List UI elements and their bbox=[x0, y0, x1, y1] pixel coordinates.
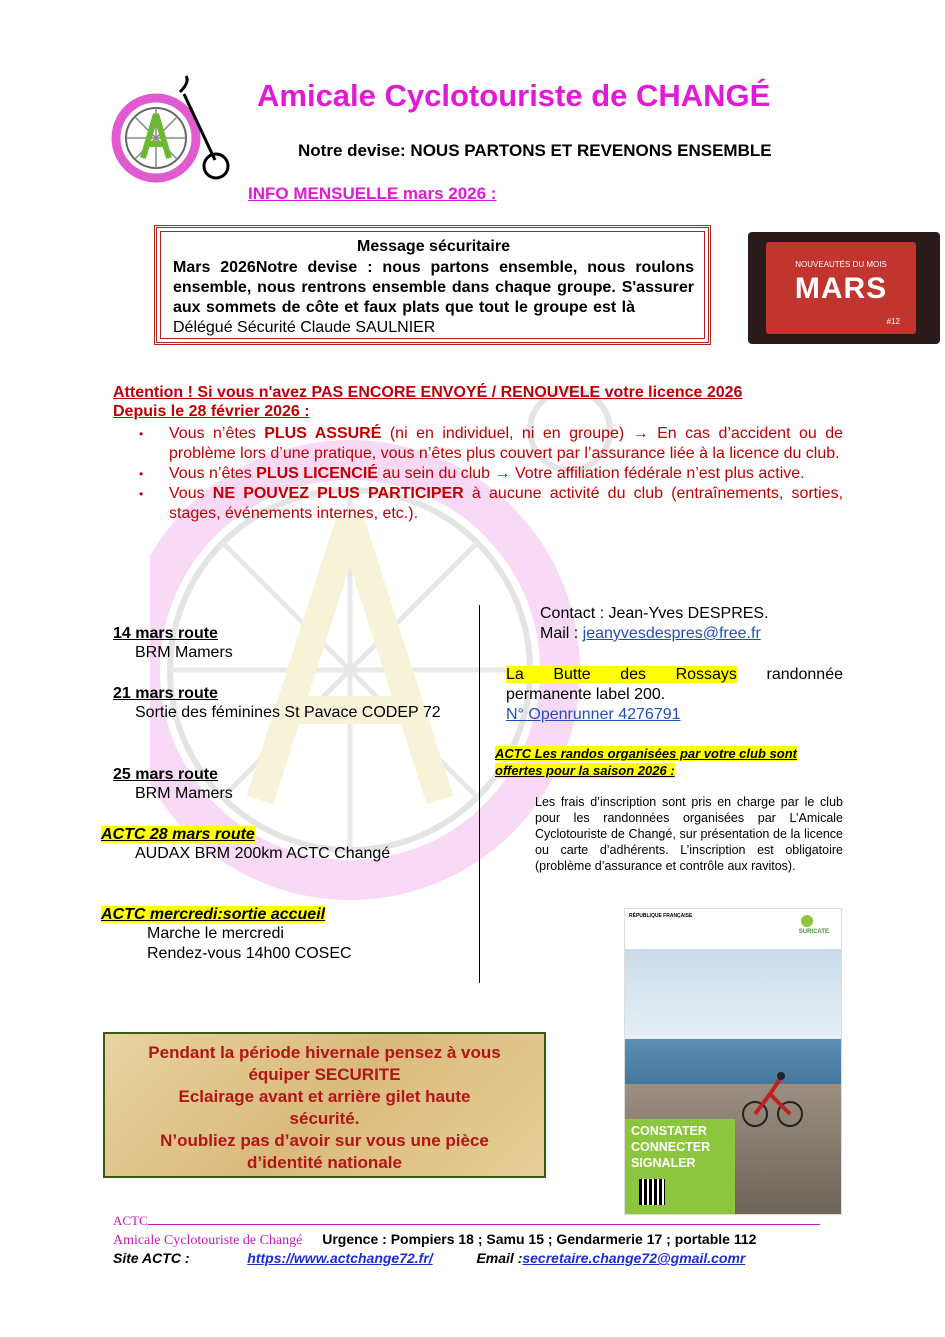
openrunner-link[interactable]: N° Openrunner 4276791 bbox=[506, 706, 681, 723]
suricate-poster bbox=[624, 908, 842, 1215]
mars-image-title: MARS bbox=[794, 272, 888, 305]
event-desc: Rendez-vous 14h00 COSEC bbox=[147, 945, 352, 962]
license-warning bbox=[113, 383, 843, 524]
security-message-box bbox=[154, 225, 711, 345]
event-desc: Marche le mercredi bbox=[147, 925, 284, 942]
club-title: Amicale Cyclotouriste de CHANGÉ bbox=[257, 78, 771, 113]
warning-line-1: Attention ! Si vous n'avez PAS ENCORE ENVOYÉ / RENOUVELE votre licence 2026 bbox=[113, 384, 743, 401]
security-text bbox=[173, 258, 694, 338]
event-title: 14 mars route bbox=[113, 625, 218, 642]
footer-urgence: Urgence : Pompiers 18 ; Samu 15 ; Gendarmerie 17 ; portable 112 bbox=[322, 1231, 757, 1247]
event-item bbox=[113, 766, 463, 804]
mars-image-caption: NOUVEAUTÉS DU MOIS bbox=[795, 260, 887, 269]
club-logo bbox=[110, 72, 230, 192]
cyclist-icon bbox=[735, 1069, 825, 1129]
site-link[interactable]: https://www.actchange72.fr/ bbox=[247, 1250, 433, 1266]
email-link[interactable]: secretaire.change72@gmail.comr bbox=[522, 1250, 746, 1266]
actc-rando-notice: ACTC Les randos organisées par votre club sont offertes pour la saison 2026 : bbox=[495, 746, 797, 778]
footer-links-line bbox=[113, 1250, 745, 1266]
mars-image-tag: #12 bbox=[886, 317, 900, 326]
winter-line: N’oubliez pas d’avoir sur vous une pièce bbox=[160, 1131, 489, 1150]
event-desc: BRM Mamers bbox=[135, 644, 233, 661]
winter-line: d’identité nationale bbox=[247, 1153, 402, 1172]
footer-actc-line: ACTC bbox=[113, 1213, 820, 1229]
poster-brand: SURICATE bbox=[798, 929, 829, 935]
event-item bbox=[101, 906, 451, 964]
mars-news-image bbox=[748, 232, 940, 344]
warning-item-insurance: • Vous n’êtes PLUS ASSURÉ (ni en individuel, ni en groupe) → En cas d’accident ou de problème lors d’une pratique, vous n’êtes plus couvert par l’assurance liée à la licence du club. bbox=[169, 424, 843, 464]
contact-name: Contact : Jean-Yves DESPRES. bbox=[540, 605, 769, 622]
event-item bbox=[113, 625, 463, 663]
footer-club: Amicale Cyclotouriste de Changé bbox=[113, 1233, 303, 1248]
footer-urgence-line bbox=[113, 1231, 756, 1249]
contact-mail-link[interactable]: jeanyvesdespres@free.fr bbox=[582, 625, 761, 642]
site-label: Site ACTC : bbox=[113, 1250, 190, 1266]
poster-slogan: CONSTATER CONNECTER SIGNALER bbox=[631, 1124, 711, 1170]
winter-line: Eclairage avant et arrière gilet haute bbox=[178, 1087, 471, 1106]
security-body: Mars 2026Notre devise : nous partons ensemble, nous roulons ensemble, nous rentrons ensemble dans chaque groupe. S'assurer aux sommets de côte et faux plats que tout le groupe est là bbox=[173, 259, 694, 316]
event-desc: BRM Mamers bbox=[135, 785, 233, 802]
event-desc: Sortie des féminines St Pavace CODEP 72 bbox=[135, 704, 441, 721]
event-title: 25 mars route bbox=[113, 766, 218, 783]
monthly-info-heading: INFO MENSUELLE mars 2026 : bbox=[248, 184, 497, 203]
qr-code-icon bbox=[639, 1179, 665, 1205]
email-label: Email : bbox=[476, 1250, 523, 1266]
contact-mail-row bbox=[540, 625, 761, 643]
butte-text-1: randonnée bbox=[766, 666, 843, 683]
registration-fees-text: Les frais d’inscription sont pris en charge par le club pour les randonnées organisées par L’Amicale Cyclotouriste de Changé, sur présentation de la licence ou carte d’adhérents. L’inscription est obligatoire (problème d’assurance et contrôle aux ravitos). bbox=[535, 795, 843, 873]
laptop-screen bbox=[766, 242, 916, 334]
mail-label: Mail : bbox=[540, 625, 583, 642]
warning-item-participation: • Vous NE POUVEZ PLUS PARTICIPER à aucune activité du club (entraînements, sorties, stages, événements internes, etc.). bbox=[169, 484, 843, 524]
security-delegate: Délégué Sécurité Claude SAULNIER bbox=[173, 319, 436, 336]
column-divider bbox=[479, 605, 480, 983]
warning-line-2: Depuis le 28 février 2026 : bbox=[113, 403, 310, 420]
event-desc: AUDAX BRM 200km ACTC Changé bbox=[135, 845, 391, 862]
security-heading: Message sécuritaire bbox=[357, 238, 510, 255]
butte-info bbox=[506, 665, 843, 725]
suricate-icon bbox=[801, 915, 813, 927]
winter-line: Pendant la période hivernale pensez à vous bbox=[148, 1043, 501, 1062]
club-motto: Notre devise: NOUS PARTONS ET REVENONS ENSEMBLE bbox=[298, 141, 772, 160]
event-title: ACTC 28 mars route bbox=[101, 826, 255, 843]
poster-republique: RÉPUBLIQUE FRANÇAISE bbox=[629, 913, 693, 919]
event-title: 21 mars route bbox=[113, 685, 218, 702]
winter-line: équiper SECURITE bbox=[248, 1065, 401, 1084]
warning-item-license: • Vous n’êtes PLUS LICENCIÉ au sein du club → Votre affiliation fédérale n’est plus active. bbox=[169, 464, 843, 484]
butte-text-2: permanente label 200. bbox=[506, 686, 666, 703]
event-item bbox=[101, 826, 451, 864]
winter-safety-box bbox=[103, 1032, 546, 1178]
event-item bbox=[113, 685, 463, 723]
event-title: ACTC mercredi:sortie accueil bbox=[101, 906, 326, 923]
winter-line: sécurité. bbox=[289, 1109, 360, 1128]
warning-list bbox=[113, 424, 843, 524]
butte-name: La Butte des Rossays bbox=[506, 666, 737, 683]
